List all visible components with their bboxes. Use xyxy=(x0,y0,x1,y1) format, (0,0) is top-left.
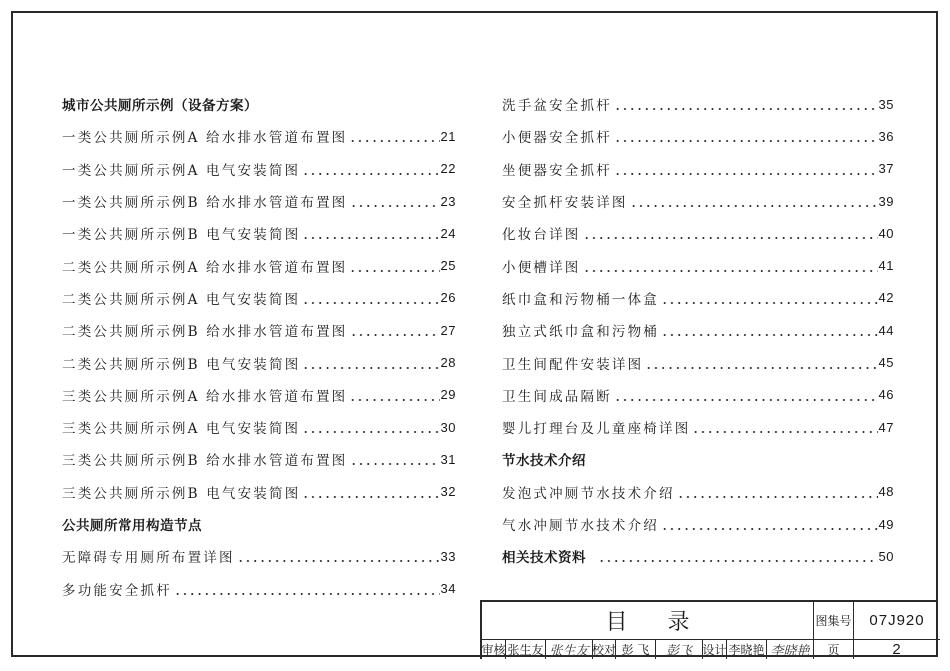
toc-entry[interactable] xyxy=(62,153,456,185)
toc-entry[interactable] xyxy=(62,540,456,572)
toc-page-number: 29 xyxy=(440,387,456,403)
toc-left-column xyxy=(62,88,456,605)
dot-leader xyxy=(301,226,439,240)
checker-label: 校对 xyxy=(592,640,615,659)
toc-page-number: 37 xyxy=(878,161,894,177)
toc-page-number: 27 xyxy=(440,322,456,338)
toc-entry-title: 一类公共厕所示例A 给水排水管道布置图 xyxy=(62,130,348,147)
toc-entry[interactable] xyxy=(502,508,894,540)
reviewer-signature: 张生友 xyxy=(545,640,592,659)
dot-leader xyxy=(691,420,877,434)
toc-entry-title: 三类公共厕所示例B 电气安装简图 xyxy=(62,485,301,502)
toc-page-number: 47 xyxy=(878,419,894,435)
toc-entry-title: 卫生间配件安装详图 xyxy=(502,356,644,373)
dot-leader xyxy=(348,259,439,273)
dot-leader xyxy=(236,549,440,563)
checker-signature: 彭飞 xyxy=(655,640,702,659)
toc-entry-title: 城市公共厕所示例（设备方案） xyxy=(62,98,258,115)
toc-entry[interactable] xyxy=(502,249,894,281)
toc-entry[interactable] xyxy=(62,346,456,378)
toc-page-number: 40 xyxy=(878,225,894,241)
dot-leader xyxy=(629,194,878,208)
toc-entry[interactable] xyxy=(502,185,894,217)
toc-entry-title: 气水冲厕节水技术介绍 xyxy=(502,518,659,534)
toc-entry[interactable] xyxy=(62,476,456,508)
toc-entry[interactable] xyxy=(502,153,894,185)
toc-entry-title: 多功能安全抓杆 xyxy=(62,582,172,599)
dot-leader xyxy=(349,452,440,466)
toc-entry[interactable] xyxy=(502,411,894,443)
toc-entry-title: 节水技术介绍 xyxy=(502,453,586,470)
toc-entry-title: 二类公共厕所示例A 电气安装简图 xyxy=(62,291,301,308)
toc-section-heading xyxy=(62,508,456,540)
toc-entry[interactable] xyxy=(502,379,894,411)
dot-leader xyxy=(644,356,877,370)
toc-entry-title: 小便槽详图 xyxy=(502,259,581,276)
toc-entry[interactable] xyxy=(502,476,894,508)
toc-page-number: 48 xyxy=(878,484,894,500)
dot-leader xyxy=(348,129,439,143)
toc-entry-title: 一类公共厕所示例B 电气安装简图 xyxy=(62,227,301,244)
dot-leader xyxy=(660,291,878,305)
toc-page-number: 25 xyxy=(440,258,456,274)
toc-entry-title: 相关技术资料 xyxy=(502,550,586,567)
toc-entry[interactable] xyxy=(62,411,456,443)
toc-entry-title: 三类公共厕所示例A 给水排水管道布置图 xyxy=(62,388,348,405)
reviewer-name: 张生友 xyxy=(505,640,545,659)
title-block-title: 目录 xyxy=(605,610,730,635)
toc-entry[interactable] xyxy=(502,217,894,249)
toc-page-number: 30 xyxy=(440,419,456,435)
toc-right-column xyxy=(502,88,894,572)
toc-entry-title: 洗手盆安全抓杆 xyxy=(502,98,612,115)
dot-leader xyxy=(301,485,439,499)
toc-page-number: 36 xyxy=(878,128,894,144)
toc-entry-title: 三类公共厕所示例A 电气安装简图 xyxy=(62,421,301,438)
designer-signature: 李晓艳 xyxy=(766,640,813,659)
toc-entry-title: 纸巾盒和污物桶一体盒 xyxy=(502,291,659,308)
toc-page-number: 41 xyxy=(878,258,894,274)
dot-leader xyxy=(348,388,439,402)
dot-leader xyxy=(597,549,878,563)
page-label: 页 xyxy=(813,640,853,659)
dot-leader xyxy=(676,485,878,499)
toc-entry-title: 独立式纸巾盒和污物桶 xyxy=(502,324,659,341)
toc-entry-title: 化妆台详图 xyxy=(502,227,581,244)
atlas-number-label: 图集号 xyxy=(813,602,853,639)
toc-entry-title: 公共厕所常用构造节点 xyxy=(62,518,202,534)
toc-page-number: 42 xyxy=(878,290,894,306)
dot-leader xyxy=(582,259,878,273)
dot-leader xyxy=(301,420,439,434)
toc-entry-title: 发泡式冲厕节水技术介绍 xyxy=(502,485,675,502)
dot-leader xyxy=(349,323,440,337)
toc-entry-title: 卫生间成品隔断 xyxy=(502,388,612,405)
toc-page-number: 45 xyxy=(878,355,894,371)
toc-entry[interactable] xyxy=(62,443,456,475)
toc-entry[interactable] xyxy=(62,379,456,411)
dot-leader xyxy=(613,162,878,176)
toc-entry-title: 二类公共厕所示例B 给水排水管道布置图 xyxy=(62,324,348,341)
toc-page-number: 23 xyxy=(440,193,456,209)
toc-page-number: 34 xyxy=(440,581,456,597)
toc-entry[interactable] xyxy=(502,346,894,378)
dot-leader xyxy=(613,388,878,402)
toc-entry-title: 坐便器安全抓杆 xyxy=(502,162,612,179)
designer-label: 设计 xyxy=(702,640,726,659)
reviewer-label: 审核 xyxy=(481,643,506,657)
toc-page-number: 31 xyxy=(440,451,456,467)
toc-page-number: 35 xyxy=(878,96,894,112)
toc-entry-title: 安全抓杆安装详图 xyxy=(502,195,628,212)
toc-page-number: 28 xyxy=(440,355,456,371)
dot-leader xyxy=(301,291,439,305)
toc-entry-title: 一类公共厕所示例B 给水排水管道布置图 xyxy=(62,195,348,212)
toc-page-number: 24 xyxy=(440,225,456,241)
page-number: 2 xyxy=(853,640,940,659)
toc-entry[interactable] xyxy=(62,217,456,249)
dot-leader xyxy=(660,323,878,337)
toc-entry[interactable] xyxy=(502,88,894,120)
dot-leader xyxy=(349,194,440,208)
toc-entry-title: 二类公共厕所示例B 电气安装简图 xyxy=(62,356,301,373)
designer-name: 李晓艳 xyxy=(726,640,766,659)
toc-page-number: 21 xyxy=(440,128,456,144)
toc-page-number: 33 xyxy=(440,548,456,564)
toc-entry[interactable] xyxy=(62,314,456,346)
toc-entry[interactable] xyxy=(62,120,456,152)
toc-page-number: 44 xyxy=(878,322,894,338)
dot-leader xyxy=(582,226,878,240)
toc-page-number: 32 xyxy=(440,484,456,500)
toc-entry[interactable] xyxy=(502,314,894,346)
toc-entry[interactable] xyxy=(62,185,456,217)
toc-entry[interactable] xyxy=(502,540,894,572)
toc-entry[interactable] xyxy=(62,572,456,604)
toc-entry-title: 一类公共厕所示例A 电气安装简图 xyxy=(62,162,301,179)
dot-leader xyxy=(173,582,440,596)
toc-page-number: 50 xyxy=(878,548,894,564)
toc-page-number: 46 xyxy=(878,387,894,403)
dot-leader xyxy=(301,356,439,370)
toc-entry-title: 婴儿打理台及儿童座椅详图 xyxy=(502,421,691,438)
atlas-number: 07J920 xyxy=(853,602,940,639)
checker-name: 彭 飞 xyxy=(615,640,655,659)
toc-entry-title: 小便器安全抓杆 xyxy=(502,130,612,147)
toc-page-number: 22 xyxy=(440,161,456,177)
dot-leader xyxy=(660,517,878,531)
toc-entry-title: 二类公共厕所示例A 给水排水管道布置图 xyxy=(62,259,348,276)
toc-entry-title: 三类公共厕所示例B 给水排水管道布置图 xyxy=(62,453,348,470)
toc-page-number: 49 xyxy=(878,516,894,532)
toc-page-number: 39 xyxy=(878,193,894,209)
title-block xyxy=(480,600,938,659)
toc-section-heading xyxy=(502,443,894,475)
dot-leader xyxy=(613,97,878,111)
toc-entry[interactable] xyxy=(502,120,894,152)
toc-entry-title: 无障碍专用厕所布置详图 xyxy=(62,550,235,567)
dot-leader xyxy=(613,129,878,143)
toc-entry[interactable] xyxy=(502,282,894,314)
dot-leader xyxy=(301,162,439,176)
toc-page-number: 26 xyxy=(440,290,456,306)
toc-entry[interactable] xyxy=(62,282,456,314)
toc-section-heading xyxy=(62,88,456,120)
toc-entry[interactable] xyxy=(62,249,456,281)
